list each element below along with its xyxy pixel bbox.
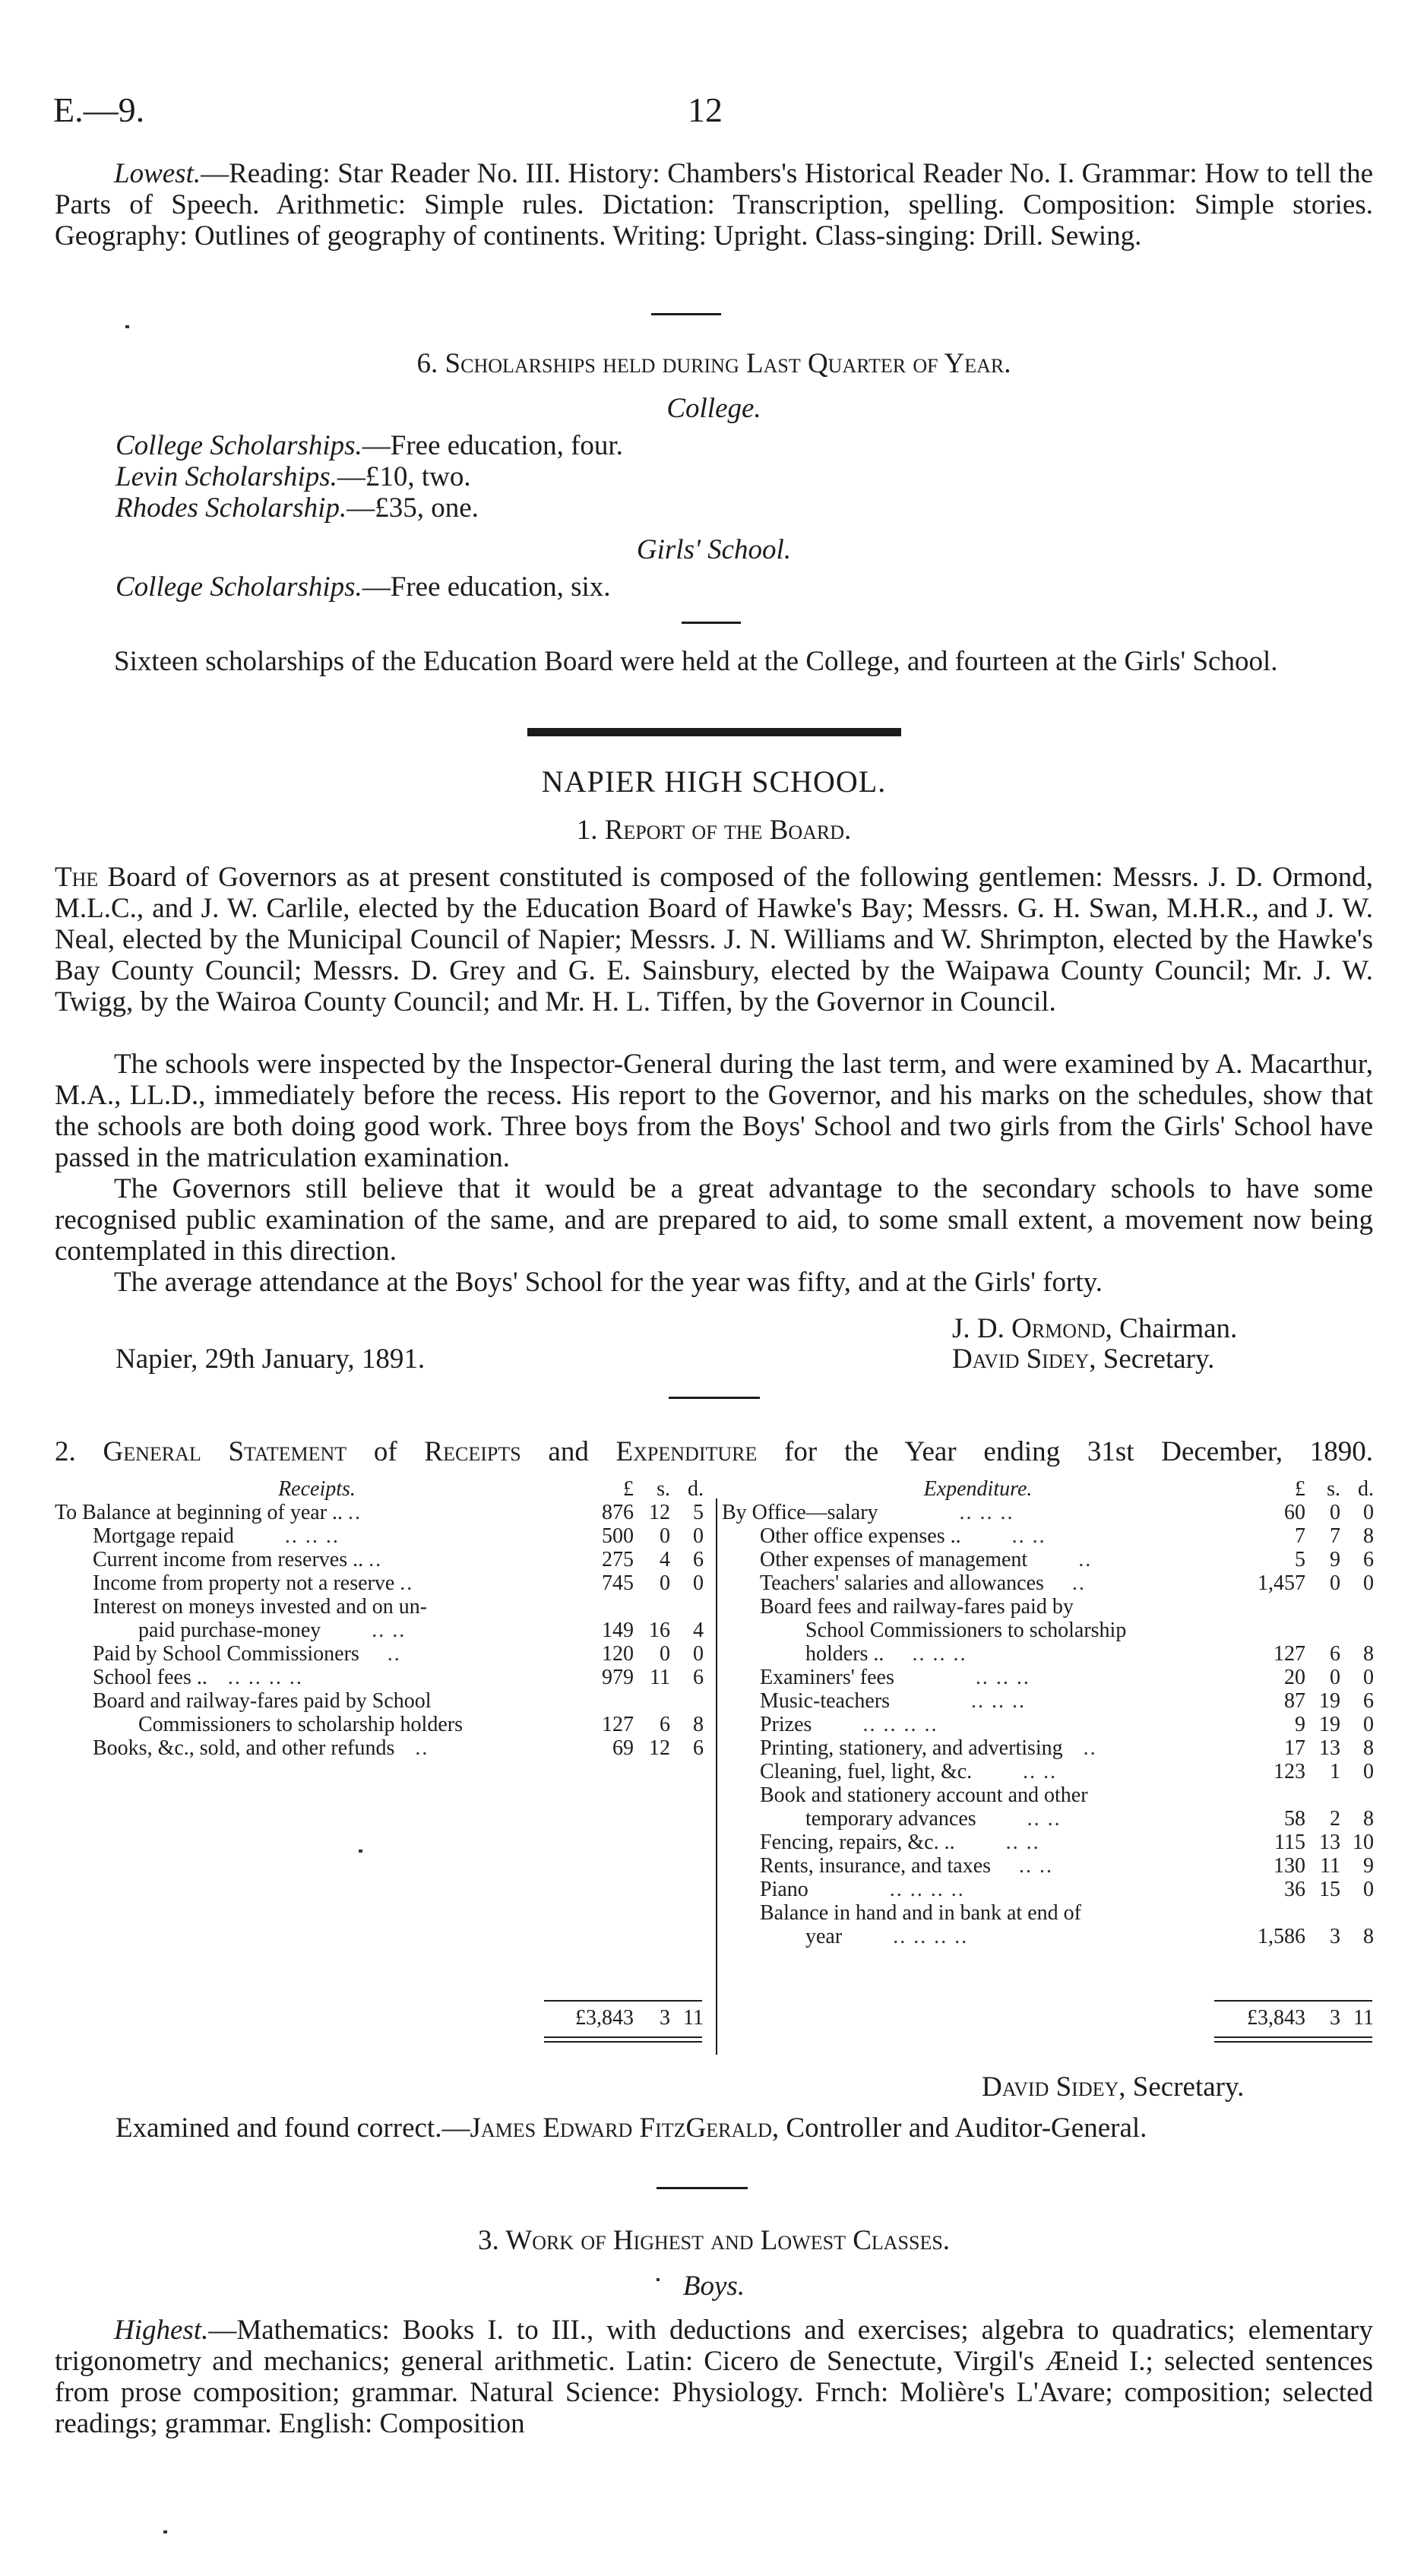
table-row: Prizes .. .. .. .. 9 19 0 [760,1713,1374,1736]
total-row: £3,843 3 11 [575,2006,704,2030]
receipts-double-rule [544,2036,702,2038]
college-scholarship-list [115,430,1331,524]
pounds-header: £ [1295,1477,1305,1501]
table-row: Other expenses of management .. 5 9 6 [760,1548,1374,1571]
lowest-text: —Reading: Star Reader No. III. History: Chambers's Historical Reader No. I. Grammar: How to tell the Parts of Speech. Arithmetic: Simple rules. Dictation: Transcription, spelling. Composition: Simple stories. Geography: Outlines of geography of continents. Writing: Upright. Class-singing: Drill. Sewing. [55,158,1373,252]
work-title: 3. Work of Highest and Lowest Classes. [477,2225,951,2256]
statement-secretary-signature: David Sidey, Secretary. [982,2071,1245,2103]
table-row: Teachers' salaries and allowances .. 1,457 0 0 [760,1571,1374,1595]
napier-title: NAPIER HIGH SCHOOL. [541,764,887,799]
report-paragraph-2: The schools were inspected by the Inspector-General during the last term, and were examined by A. Macarthur, M.A., LL.D., immediately before the recess. His report to the Governor, and his marks on the schedules, show that the schools are both doing good work. Three boys from the Boys' School and two girls from the Girls' School have passed in the matriculation examination. [55,1049,1373,1173]
shillings-header: s. [1327,1477,1340,1501]
table-row: Fencing, repairs, &c. .. .. .. 115 13 10 [760,1831,1374,1854]
table-row: Book and stationery account and other [760,1783,1088,1807]
boys-heading: Boys. [682,2271,745,2302]
highest-class-paragraph [55,2315,1373,2439]
report-title: 1. Report of the Board. [576,815,852,846]
table-row: School fees .. .. .. .. .. 979 11 6 [93,1666,704,1689]
table-row: School Commissioners to scholarship [805,1619,1127,1642]
receipts-table [55,1477,704,1760]
document-reference: E.—9. [53,90,145,129]
page-number: 12 [688,90,723,129]
table-row: Music-teachers .. .. .. 87 19 6 [760,1689,1374,1713]
expenditure-heading: Expenditure. [923,1477,1033,1501]
expenditure-double-rule [1214,2041,1372,2043]
table-row: Cleaning, fuel, light, &c. .. .. 123 1 0 [760,1760,1374,1783]
table-row: Board fees and railway-fares paid by [760,1595,1074,1619]
expenditure-header-row [722,1477,1374,1501]
pence-header: d. [688,1477,704,1501]
college-scholarship-item: College Scholarships.—Free education, four. [115,430,623,461]
print-speck [359,1850,362,1853]
table-row: Piano .. .. .. .. 36 15 0 [760,1878,1374,1901]
divider-rule [657,2187,748,2189]
scholarships-title: 6. Scholarships held during Last Quarter of Year. [416,348,1011,379]
place-date: Napier, 29th January, 1891. [115,1343,426,1375]
expenditure-double-rule [1214,2036,1372,2038]
chairman-signature: J. D. Ormond, Chairman. [952,1313,1238,1344]
table-row: Printing, stationery, and advertising .. 17 13 8 [760,1736,1374,1760]
divider-rule [651,313,721,315]
college-heading: College. [666,393,761,424]
divider-rule [669,1397,760,1399]
shillings-header: s. [657,1477,670,1501]
total-row: £3,843 3 11 [1247,2006,1374,2030]
table-row: temporary advances .. .. 58 2 8 [805,1807,1374,1831]
highest-text: —Mathematics: Books I. to III., with deductions and exercises; algebra to quadratics; elementary trigonometry and mechanics; general arithmetic. Latin: Cicero de Senectute, Virgil's Æneid I.; selected sentences from prose composition; grammar. Natural Science: Physiology. Frnch: Molière's L'Avare; composition; selected readings; grammar. English: Composition [55,2315,1373,2439]
receipts-total-rule [544,2000,702,2002]
divider-rule [682,622,741,624]
report-paragraph-4: The average attendance at the Boys' School for the year was fifty, and at the Girls' forty. [114,1267,1103,1298]
expenditure-total-rule [1214,2000,1372,2002]
highest-label: Highest. [114,2315,209,2346]
girls-school-heading: Girls' School. [636,534,792,565]
scholarships-summary: Sixteen scholarships of the Education Board were held at the College, and fourteen at the Girls' School. [114,646,1278,677]
table-row: Examiners' fees .. .. .. 20 0 0 [760,1666,1374,1689]
statement-title: 2. General Statement of Receipts and Expenditure for the Year ending 31st December, 1890. [55,1436,1373,1467]
lowest-label: Lowest. [114,158,201,189]
table-row: Rents, insurance, and taxes .. .. 130 11 9 [760,1854,1374,1878]
table-row: Other office expenses .. .. .. 7 7 8 [760,1524,1374,1548]
table-row: Income from property not a reserve .. 745 0 0 [93,1571,704,1595]
rhodes-scholarship-item: Rhodes Scholarship.—£35, one. [115,492,479,524]
table-row: Mortgage repaid .. .. .. 500 0 0 [93,1524,704,1548]
table-row: Paid by School Commissioners .. 120 0 0 [93,1642,704,1666]
print-speck [125,325,129,328]
girls-scholarship-list [115,571,1331,603]
section-thick-rule [527,728,901,736]
receipts-double-rule [544,2041,702,2043]
table-row: To Balance at beginning of year .. .. 876 12 5 [55,1501,704,1524]
table-row: paid purchase-money .. .. 149 16 4 [138,1619,704,1642]
secretary-signature: David Sidey, Secretary. [952,1343,1215,1375]
print-speck [163,2530,167,2533]
receipts-header-row [55,1477,704,1501]
table-row: Balance in hand and in bank at end of [760,1901,1081,1925]
report-paragraph-3: The Governors still believe that it would be a great advantage to the secondary schools to have some recognised public examination of the same, and are prepared to aid, to some small extent, a movement now being contemplated in this direction. [55,1173,1373,1267]
report-paragraph-1: The Board of Governors as at present constituted is composed of the following gentlemen: Messrs. J. D. Ormond, M.L.C., and J. W. Carlile, elected by the Education Board of Hawke's Bay; Messrs. G. H. Swan, M.H.R., and J. W. Neal, elected by the Municipal Council of Napier; Messrs. J. N. Williams and W. Shrimpton, elected by the Hawke's Bay County Council; Messrs. D. Grey and G. E. Sainsbury, elected by the Waipawa County Council; Mr. J. W. Twigg, by the Wairoa County Council; and Mr. H. L. Tiffen, by the Governor in Council. [55,862,1374,1017]
table-row: holders .. .. .. .. 127 6 8 [805,1642,1374,1666]
table-row: Commissioners to scholarship holders 127 6 8 [138,1713,704,1736]
pounds-header: £ [623,1477,634,1501]
girls-college-scholarship-item: College Scholarships.—Free education, six. [115,571,611,603]
table-row: Interest on moneys invested and on un- [93,1595,428,1619]
receipts-heading: Receipts. [278,1477,356,1501]
table-column-divider [716,1498,717,2055]
auditor-line: Examined and found correct.—James Edward FitzGerald, Controller and Auditor-General. [115,2112,1147,2144]
lowest-class-paragraph [55,158,1373,252]
levin-scholarship-item: Levin Scholarships.—£10, two. [115,461,471,492]
table-row: year .. .. .. .. 1,586 3 8 [805,1925,1374,1948]
table-row: Current income from reserves .. .. 275 4 6 [93,1548,704,1571]
expenditure-total [1214,2006,1374,2030]
table-row: Board and railway-fares paid by School [93,1689,432,1713]
expenditure-table [722,1477,1374,1948]
table-row: Books, &c., sold, and other refunds .. 69 12 6 [93,1736,704,1760]
pence-header: d. [1358,1477,1374,1501]
table-row: By Office—salary .. .. .. 60 0 0 [722,1501,1374,1524]
receipts-total [544,2006,704,2030]
